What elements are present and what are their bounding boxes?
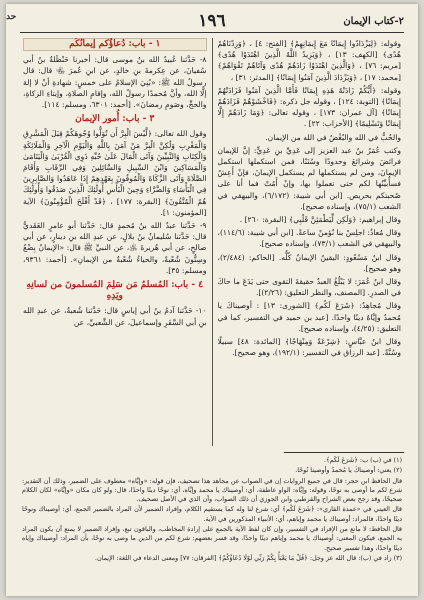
paragraph: وقوله: ﴿لِيَزْدَادُوا إِيمَانًا مَعَ إِيمَانِهِمْ﴾ [الفتح: ٤] ، ﴿وَزِدْنَاهُمْ هُدًى﴾ [الكهف: ١٣] ، ﴿وَيَزِيدُ اللَّهُ الَّذِينَ اهْتَدَوْا هُدًى﴾ [مريم: ٧٦] ، ﴿وَالَّذِينَ اهْتَدَوْا زَادَهُمْ هُدًى وَآتَاهُمْ تَقْوَاهُمْ﴾ [محمد: ١٧] ، ﴿وَيَزْدَادَ الَّذِينَ آمَنُوا إِيمَانًا﴾ [المدثر: ٣١] ، [217,39,401,82]
book-page [6,4,418,596]
paragraph: وقال ابنُ عبَّاسٍ: ﴿شِرْعَةً وَمِنْهَاجًا﴾ [المائدة: ٤٨] سبيلًا وسُنَّةً. [عبد الرزاق في التفسير: (١٩٢/١)، وهو صحيح]. [217,337,401,358]
chapter-heading: ٣ - باب: أُمور الإيمان [75,114,155,125]
page-header [20,10,404,33]
footnote: قال العيني في «عمدة القاري»: ﴿شَرَعَ لَكُم﴾ أي: شرع لنا وله كما يستقيم الكلام، وإفراد الضمير لأن المراد بالضمير الجمع، أي: أوصيناك ونوحًا دينًا واحدًا، فالمراد: أوصيناك يا محمد وإياهم، أي: الأنبياء المذكورين في الآية. [22,505,402,523]
paragraph: وقوله: ﴿أَيُّكُمْ زَادَتْهُ هَذِهِ إِيمَانًا فَأَمَّا الَّذِينَ آمَنُوا فَزَادَتْهُمْ إِيمَانًا﴾ [التوبة: ١٢٤] ، وقوله جل ذكره: ﴿فَاخْشَوْهُمْ فَزَادَهُمْ إِيمَانًا﴾ [آل عمران: ١٧٣] ، وقوله تعالى: ﴿وَمَا زَادَهُمْ إِلَّا إِيمَانًا وَتَسْلِيمًا﴾ [الأحزاب: ٢٢] . [217,85,401,129]
paragraph: وقول الله تعالى: ﴿لَّيْسَ الْبِرَّ أَن تُوَلُّوا وُجُوهَكُمْ قِبَلَ الْمَشْرِقِ وَالْمَغْرِبِ وَلَٰكِنَّ الْبِرَّ مَنْ آمَنَ بِاللَّهِ وَالْيَوْمِ الْآخِرِ وَالْمَلَائِكَةِ وَالْكِتَابِ وَالنَّبِيِّينَ وَآتَى الْمَالَ عَلَىٰ حُبِّهِ ذَوِي الْقُرْبَىٰ وَالْيَتَامَىٰ وَالْمَسَاكِينَ وَابْنَ السَّبِيلِ وَالسَّائِلِينَ وَفِي الرِّقَابِ وَأَقَامَ الصَّلَاةَ وَآتَى الزَّكَاةَ وَالْمُوفُونَ بِعَهْدِهِمْ إِذَا عَاهَدُوا وَالصَّابِرِينَ فِي الْبَأْسَاءِ وَالضَّرَّاءِ وَحِينَ الْبَأْسِ أُولَٰئِكَ الَّذِينَ صَدَقُوا وَأُولَٰئِكَ هُمُ الْمُتَّقُونَ﴾ [البقرة: ١٧٧] ، ﴿قَدْ أَفْلَحَ الْمُؤْمِنُونَ﴾ الآية [المؤمنون: ١]. [23,129,207,217]
paragraph: والحُبُّ في الله والبُغْضُ في الله من الإيمان. [265,132,401,142]
hadith-paragraph: ٨- حَدَّثنا عُبيدُ الله بنُ موسى قال: أخبرنا حَنْظَلةُ بنُ أبي سُفيانَ، عن عِكرمةَ بنِ خالدٍ، عن ابنِ عُمرَ ﵄ قال: قال رسولُ الله ﷺ: «بُنِيَ الإسلامُ على خمسٍ: شهادةِ أنْ لا إلهَ إلَّا الله، وأنَّ مُحمدًا رسولُ الله، وإقامِ الصلاةِ، وإيتاءِ الزكاةِ، والحجِّ، وصَومِ رمضانَ». [أحمد: ٦٣٠١، ومسلم: ١١٤]. [23,55,207,110]
chapter-heading: ٤ - باب: المُسلمُ مَن سَلِمَ المُسلمونَ من لسانِهِ ويَدِهِ [26,280,204,302]
left-column [18,38,212,446]
paragraph: وكتب عُمَرُ بنُ عبد العزيز إلى عَدِيِّ بنِ عَدِيٍّ: إنَّ للإيمان فرائضَ وشرائعَ وحدودًا وسُنَنًا، فمن استكملها استكمل الإيمانَ، ومن لم يستكملها لم يستكمل الإيمانَ، فإنْ أَعِشْ فسأُبيِّنُها لكم حتى تعملوا بها، وإنْ أَمُتْ فما أنا على صُحبتكم بحريص. [ابن أبي شيبة: (٦/١٧٢)، والبيهقي في الشعب (٧٥/١)، وإسناده صحيح]. [217,145,402,211]
paragraph: وقال إبراهيم: ﴿وَلَكِن لِّيَطْمَئِنَّ قَلْبِي﴾ [البقرة: ٢٦٠] . [239,215,401,225]
page-number: ١٩٦ [198,11,226,31]
footnote: قال الحافظ ابن حجر: قال في جميع الروايات إن في الصواب عن مجاهد هذا تصحيف، فإن قوله: «وإيَّاه» معطوف على الضمير، وذلك أن التقدير: شرع لكم ما أوصى به نوحًا، وقوله: وإيَّاه: الواو عاطفة، أي: أوصيناك يا محمد وإيَّاه، أي: نوحًا دينًا واحدًا، قال: ولو كان مكان «وإيَّاه» لكان الكلام صحيحًا، وقد رجح بعض الشراح والقرطبي وابن الجوزي أن ذلك الصواب، وأن الذي في الأصل تصحيف. [22,476,402,504]
footnote-separator [284,452,404,453]
text-columns [18,38,406,446]
paragraph: وقال مُجاهِدٌ: ﴿شَرَعَ لَكُم﴾ [الشورى: ١٣] : أوصيناكَ يا مُحمدُ وإيَّاهُ دينًا واحدًا. [عبد بن حميد في التفسير، كما في التعليق: (٤/٢٥)، وإسناده صحيح]. [217,301,401,333]
footnote: قال الحافظ: لا مانع من الإفراد في التفسير، وإن كان لفظ الآية بالجمع على إرادة المخاطب، والباقون تبع، وإفراد الضمير لا يمنع أن يكون المراد به الجمع، فيكون المعنى: أوصيناك يا محمد وإياهم دينًا واحدًا، وقد فسر بعضهم: شرع لكم من الدين ما وصى به نوحًا، بأن المراد: أوصيناك وإياه دينًا واحدًا، وهذا تفسير صحيح. [22,525,402,552]
footnote: (١) في (ب) ب: ﴿شَرَعَ لَكُم﴾. [323,456,402,464]
chapter-heading: ١ - باب: دُعاؤُكم إيمانُكُم [23,38,207,51]
paragraph: وقال مُعاذٌ: اجلِسْ بنا نُؤمنْ ساعةً. [ابن أبي شيبة: (١١٤/٦)، والبيهقي في الشعب (٧٣/١)، وإسناده صحيح]. [217,228,401,249]
footnotes [22,456,402,592]
edge-tab-label: حد [6,12,17,22]
right-column [213,38,407,446]
paragraph: وقال ابنُ مَسْعُودٍ: اليقينُ الإيمانُ كُلُّه. [الحاكم: (٢/٤٨٤)، وهو صحيح]. [217,252,401,273]
chapter-title: ٢-كتاب الإيمان [343,15,404,27]
hadith-paragraph: ٩- حَدَّثنا عبدُ الله بنُ مُحمدٍ قال: حَدَّثنا أبو عامرٍ العَقَديُّ قال: حَدَّثنا سُليمانُ بنُ بلالٍ، عن عبدِ الله بنِ دينارٍ، عن أبي صالحٍ، عن أبي هُريرةَ ﵁، عن النبيِّ ﷺ قال: «الإيمانُ بِضْعٌ وسِتُّونَ شُعْبةً، والحياءُ شُعْبةٌ من الإيمانِ». [أحمد: ٩٣٦١، ومسلم: ٣٥]. [23,221,207,275]
footnote: (٣) زاد في (ب): قال الله عز وجل: ﴿قُلْ مَا يَعْبَأُ بِكُمْ رَبِّي لَوْلَا دُعَاؤُكُمْ﴾ [الفرقان: ٧٧] ومعنى الدعاء في اللغة: الإيمان. [94,553,402,562]
footnote: (٢) يعني: أوصيناكَ يا مُحمدُ وأوصينا نُوحًا. [295,466,402,475]
hadith-paragraph: ١٠- حَدَّثنا آدمُ بنُ أبي إياسٍ قال: حَدَّثنا شُعبةُ، عن عبدِ الله بنِ أبي السَّفَرِ وإسماعيلَ، عن الشَّعبيِّ، عن [23,306,207,327]
paragraph: وقال ابنُ عُمَرَ: لا يَبْلُغُ العبدُ حقيقةَ التقوى حتى يَدَعَ ما حاكَ في الصدرِ. [المصنف، والنظر التعليق: (٢/٢٦)]. [217,277,401,298]
column-divider [212,38,213,446]
